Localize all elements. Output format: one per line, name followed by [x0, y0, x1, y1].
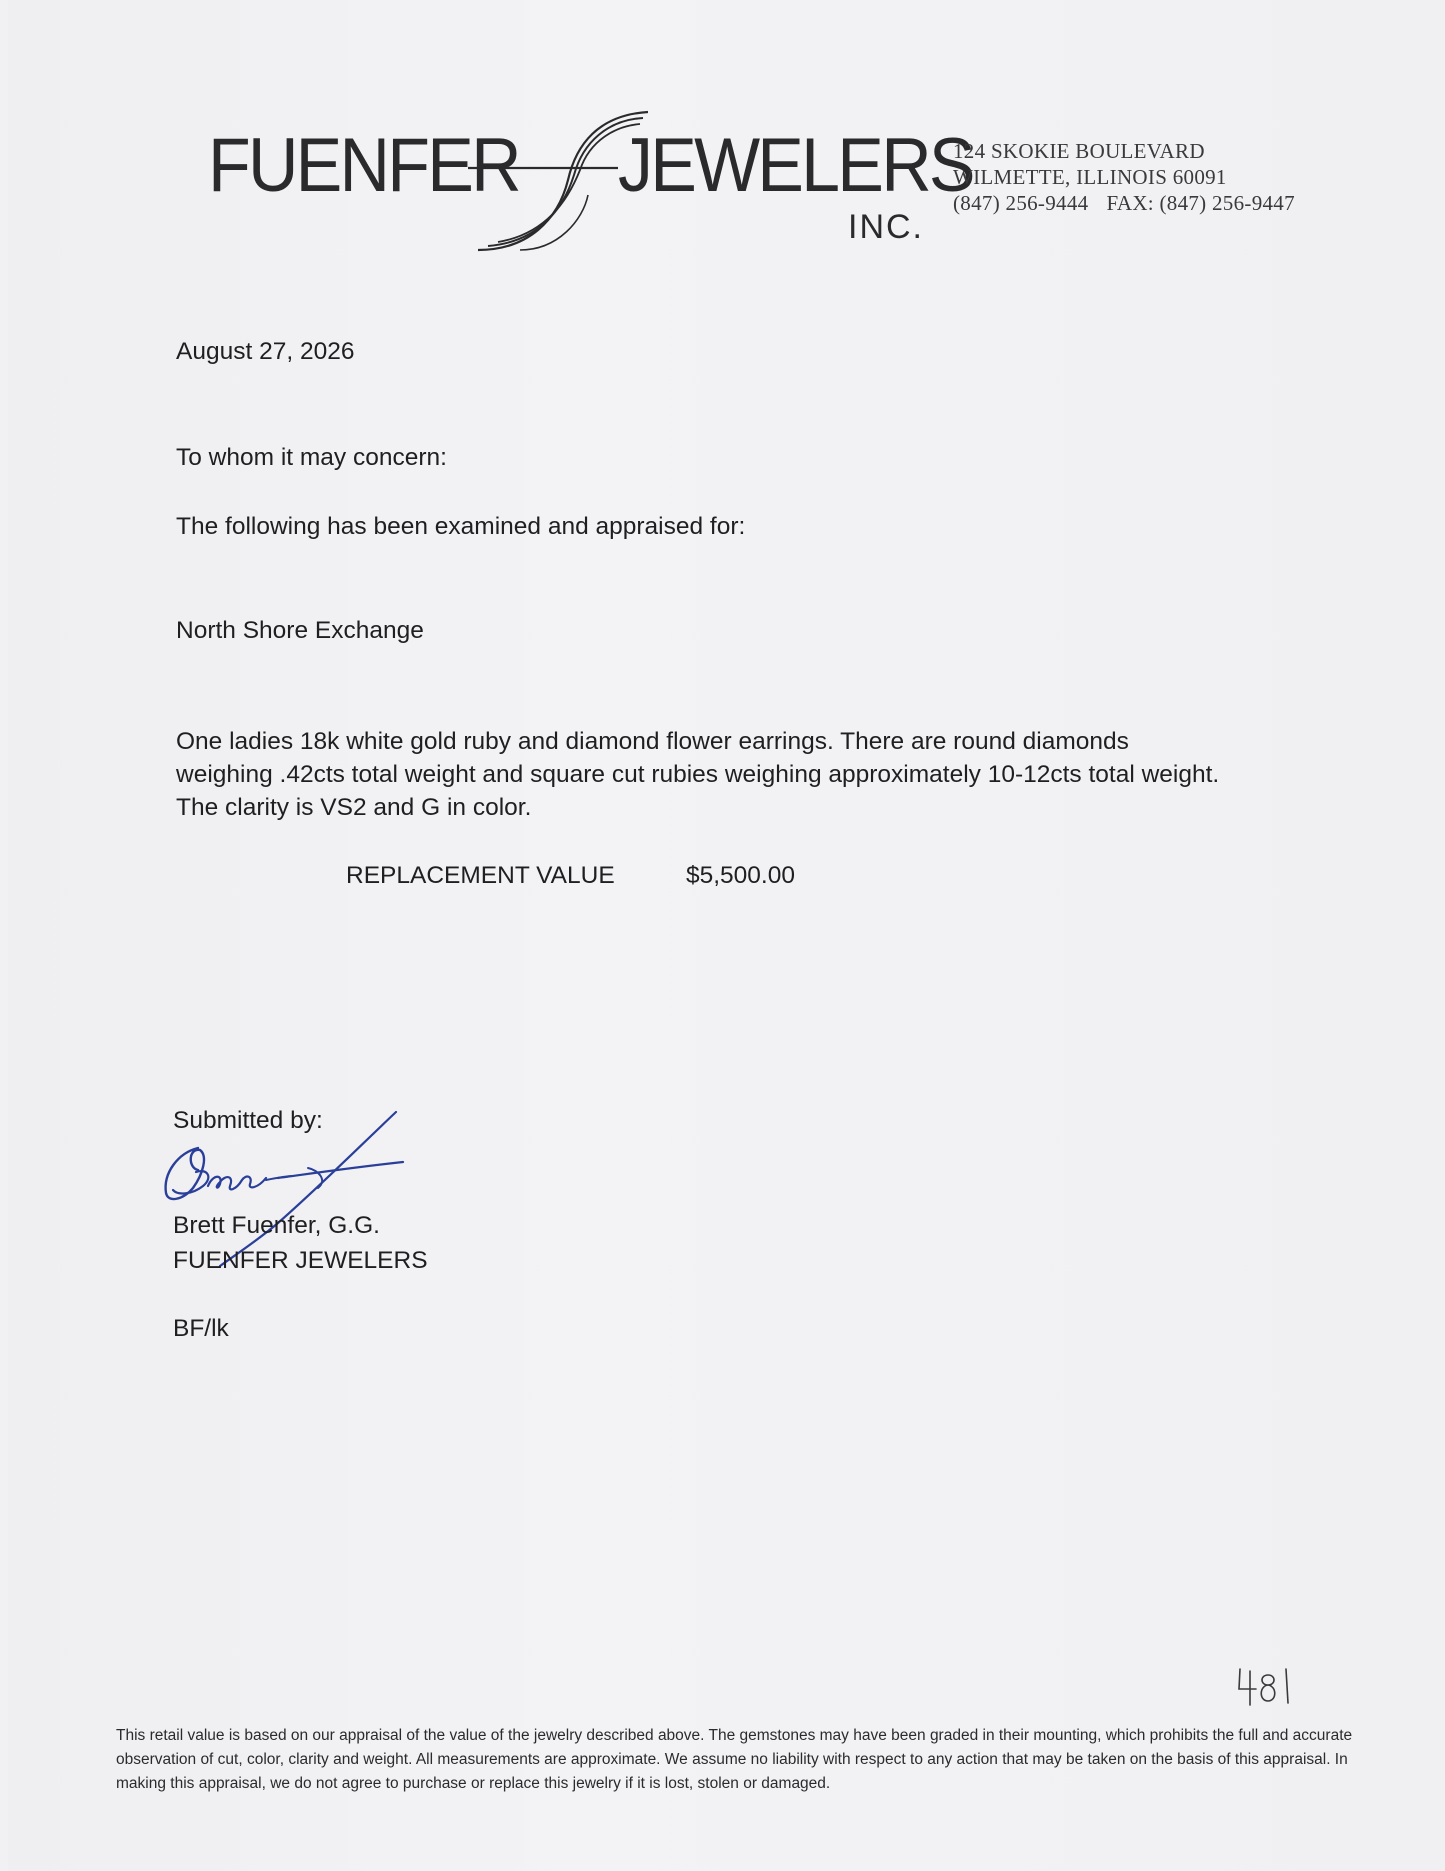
address-line-1: 124 SKOKIE BOULEVARD	[953, 139, 1205, 163]
logo-text-right: JEWELERS	[618, 123, 973, 208]
phone-number: (847) 256-9444	[953, 191, 1089, 215]
typist-initials: BF/lk	[173, 1315, 229, 1342]
handwritten-signature	[158, 1108, 418, 1268]
signer-name: Brett Fuenfer, G.G.	[173, 1212, 380, 1239]
recipient-name: North Shore Exchange	[176, 617, 424, 644]
appraisal-disclaimer: This retail value is based on our appraisal of the value of the jewelry described above. The gemstones may have been graded in their mounting, which prohibits the full and accurate observation of cut, color, clarity and weight. All measurements are approximate. We assume no liability with respect to any action that may be taken on the basis of this appraisal. In making this appraisal, we do not agree to purchase or replace this jewelry if it is lost, stolen or damaged.	[116, 1727, 1353, 1792]
signer-company: FUENFER JEWELERS	[173, 1247, 428, 1274]
intro-line: The following has been examined and appraised for:	[176, 513, 746, 540]
company-address	[953, 138, 1295, 216]
document-page	[8, 0, 1445, 1871]
salutation: To whom it may concern:	[176, 444, 447, 471]
handwritten-page-number	[1236, 1665, 1296, 1707]
fax-number: FAX: (847) 256-9447	[1106, 191, 1295, 215]
company-logo	[198, 100, 973, 260]
contact-line	[953, 190, 1295, 216]
replacement-value-amount: $5,500.00	[686, 862, 795, 889]
submitted-by-label: Submitted by:	[173, 1107, 323, 1134]
replacement-value-label: REPLACEMENT VALUE	[346, 862, 615, 889]
item-description: One ladies 18k white gold ruby and diamond flower earrings. There are round diamonds weighing .42cts total weight and square cut rubies weighing approximately 10-12cts total weight. The clarity is VS2 and G in color.	[176, 728, 1220, 821]
address-line-2: WILMETTE, ILLINOIS 60091	[953, 165, 1227, 189]
letter-date: August 27, 2026	[176, 338, 355, 365]
logo-suffix: INC.	[848, 208, 924, 246]
logo-text-left: FUENFER	[208, 123, 519, 208]
